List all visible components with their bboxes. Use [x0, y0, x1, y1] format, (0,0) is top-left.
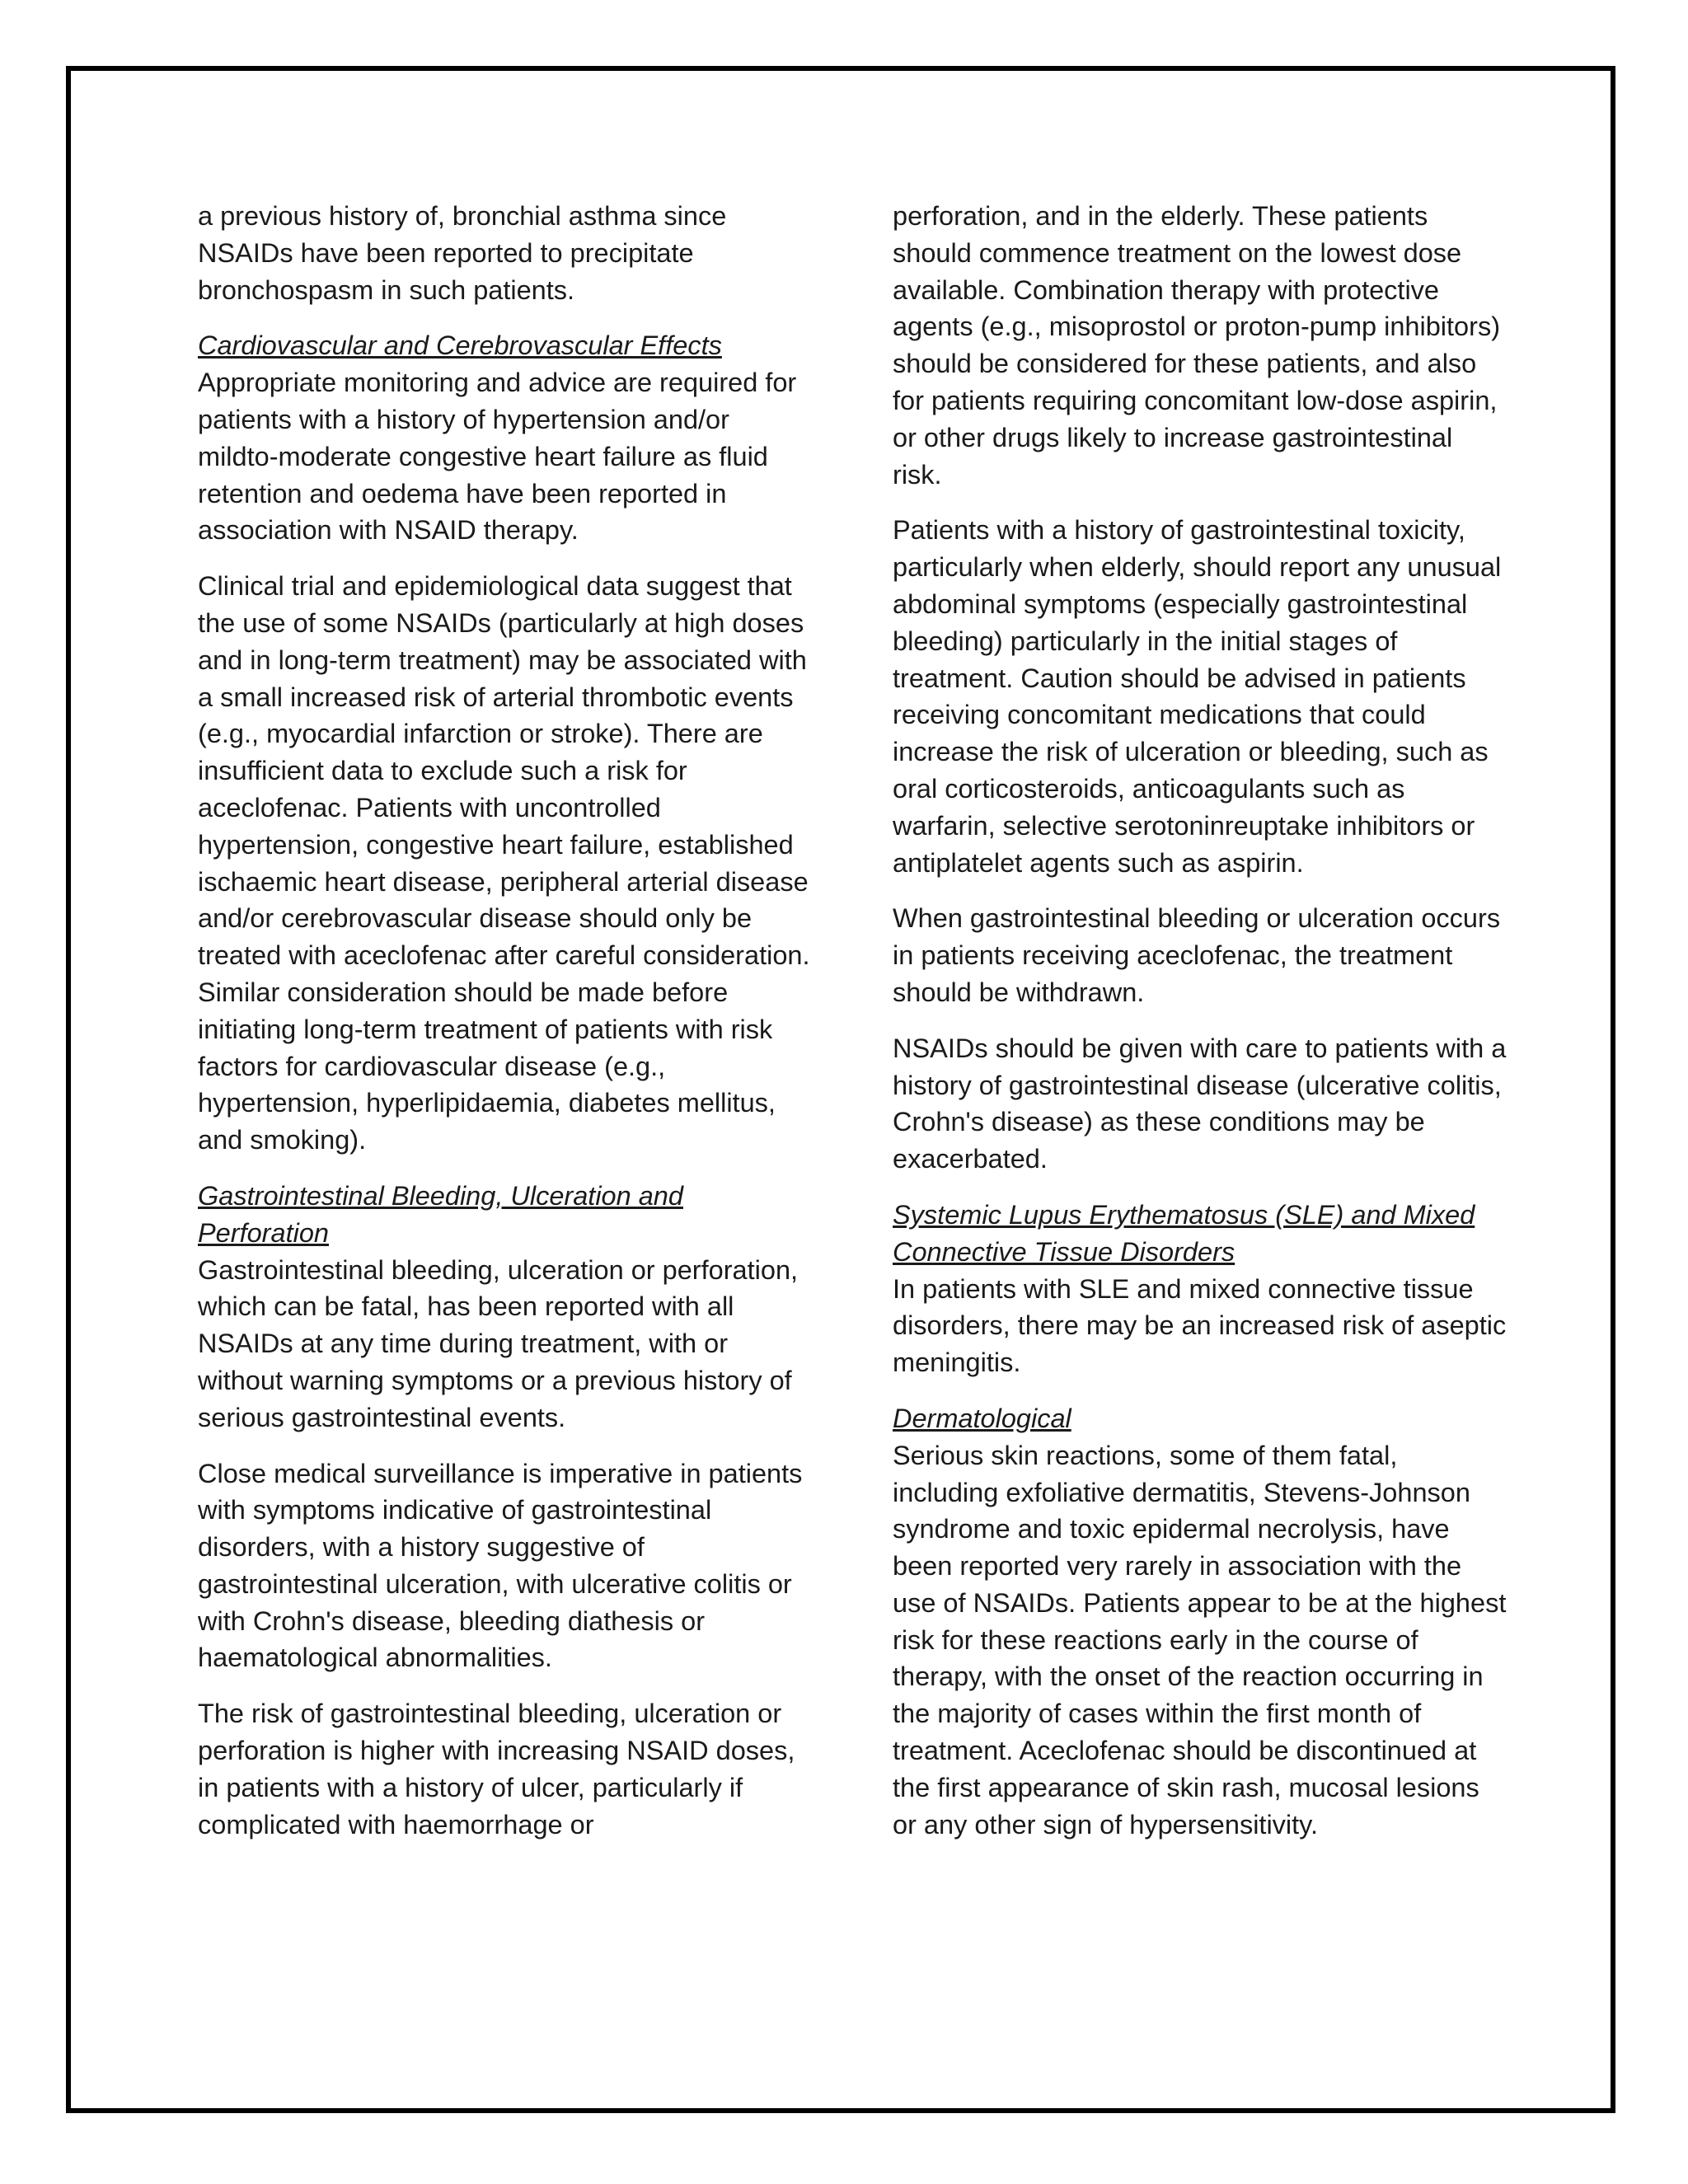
section-heading: Cardiovascular and Cerebrovascular Effects	[198, 330, 722, 361]
paragraph: Clinical trial and epidemiological data suggest that the use of some NSAIDs (particularly at high doses and in long-term treatment) may be associated with a small increased risk of arterial thrombotic events (e.g., myocardial infarction or stroke). There are insufficient data to exclude such a risk for aceclofenac. Patients with uncontrolled hypertension, congestive heart failure, established ischaemic heart disease, peripheral arterial disease and/or cerebrovascular disease should only be treated with aceclofenac after careful consideration. Similar consideration should be made before initiating long-term treatment of patients with risk factors for cardiovascular disease (e.g., hypertension, hyperlipidaemia, diabetes mellitus, and smoking).	[198, 571, 810, 1155]
text-block	[198, 1695, 812, 1843]
right-column	[893, 198, 1507, 1862]
paragraph: a previous history of, bronchial asthma since NSAIDs have been reported to precipitate bronchospasm in such patients.	[198, 201, 727, 305]
left-column	[198, 198, 812, 1862]
text-block	[198, 1455, 812, 1677]
text-block	[198, 198, 812, 308]
section-heading: Dermatological	[893, 1403, 1071, 1433]
section-cardiovascular	[198, 327, 812, 549]
paragraph: Serious skin reactions, some of them fatal, including exfoliative dermatitis, Stevens-Johnson syndrome and toxic epidermal necrolysis, have been reported very rarely in association with the use of NSAIDs. Patients appear to be at the highest risk for these reactions early in the course of therapy, with the onset of the reaction occurring in the majority of cases within the first month of treatment. Aceclofenac should be discontinued at the first appearance of skin rash, mucosal lesions or any other sign of hypersensitivity.	[893, 1440, 1507, 1840]
section-dermatological	[893, 1400, 1507, 1844]
section-heading: Systemic Lupus Erythematosus (SLE) and Mixed Connective Tissue Disorders	[893, 1199, 1475, 1267]
text-block	[893, 900, 1507, 1010]
text-block	[198, 568, 812, 1159]
section-gastrointestinal	[198, 1178, 812, 1436]
paragraph: perforation, and in the elderly. These patients should commence treatment on the lowest dose available. Combination therapy with protective agents (e.g., misoprostol or proton-pump inhibitors) should be considered for these patients, and also for patients requiring concomitant low-dose aspirin, or other drugs likely to increase gastrointestinal risk.	[893, 201, 1501, 490]
text-block	[893, 198, 1507, 493]
section-heading: Gastrointestinal Bleeding, Ulceration and Perforation	[198, 1180, 683, 1248]
paragraph: Gastrointestinal bleeding, ulceration or perforation, which can be fatal, has been reported with all NSAIDs at any time during treatment, with or without warning symptoms or a previous history of serious gastrointestinal events.	[198, 1254, 799, 1432]
paragraph: When gastrointestinal bleeding or ulceration occurs in patients receiving aceclofenac, the treatment should be withdrawn.	[893, 903, 1501, 1007]
text-block	[893, 1030, 1507, 1178]
paragraph: Close medical surveillance is imperative in patients with symptoms indicative of gastrointestinal disorders, with a history suggestive of gastrointestinal ulceration, with ulcerative colitis or with Crohn's disease, bleeding diathesis or haematological abnormalities.	[198, 1458, 803, 1673]
paragraph: Patients with a history of gastrointestinal toxicity, particularly when elderly, should report any unusual abdominal symptoms (especially gastrointestinal bleeding) particularly in the initial stages of treatment. Caution should be advised in patients receiving concomitant medications that could increase the risk of ulceration or bleeding, such as oral corticosteroids, anticoagulants such as warfarin, selective serotoninreuptake inhibitors or antiplatelet agents such as aspirin.	[893, 515, 1502, 878]
section-sle	[893, 1197, 1507, 1381]
paragraph: NSAIDs should be given with care to patients with a history of gastrointestinal disease (ulcerative colitis, Crohn's disease) as these conditions may be exacerbated.	[893, 1033, 1507, 1174]
text-block	[893, 512, 1507, 881]
paragraph: Appropriate monitoring and advice are required for patients with a history of hypertension and/or mildto-moderate congestive heart failure as fluid retention and oedema have been reported in association with NSAID therapy.	[198, 368, 797, 546]
paragraph: The risk of gastrointestinal bleeding, ulceration or perforation is higher with increasing NSAID doses, in patients with a history of ulcer, particularly if complicated with haemorrhage or	[198, 1699, 795, 1840]
paragraph: In patients with SLE and mixed connective tissue disorders, there may be an increased risk of aseptic meningitis.	[893, 1273, 1507, 1378]
